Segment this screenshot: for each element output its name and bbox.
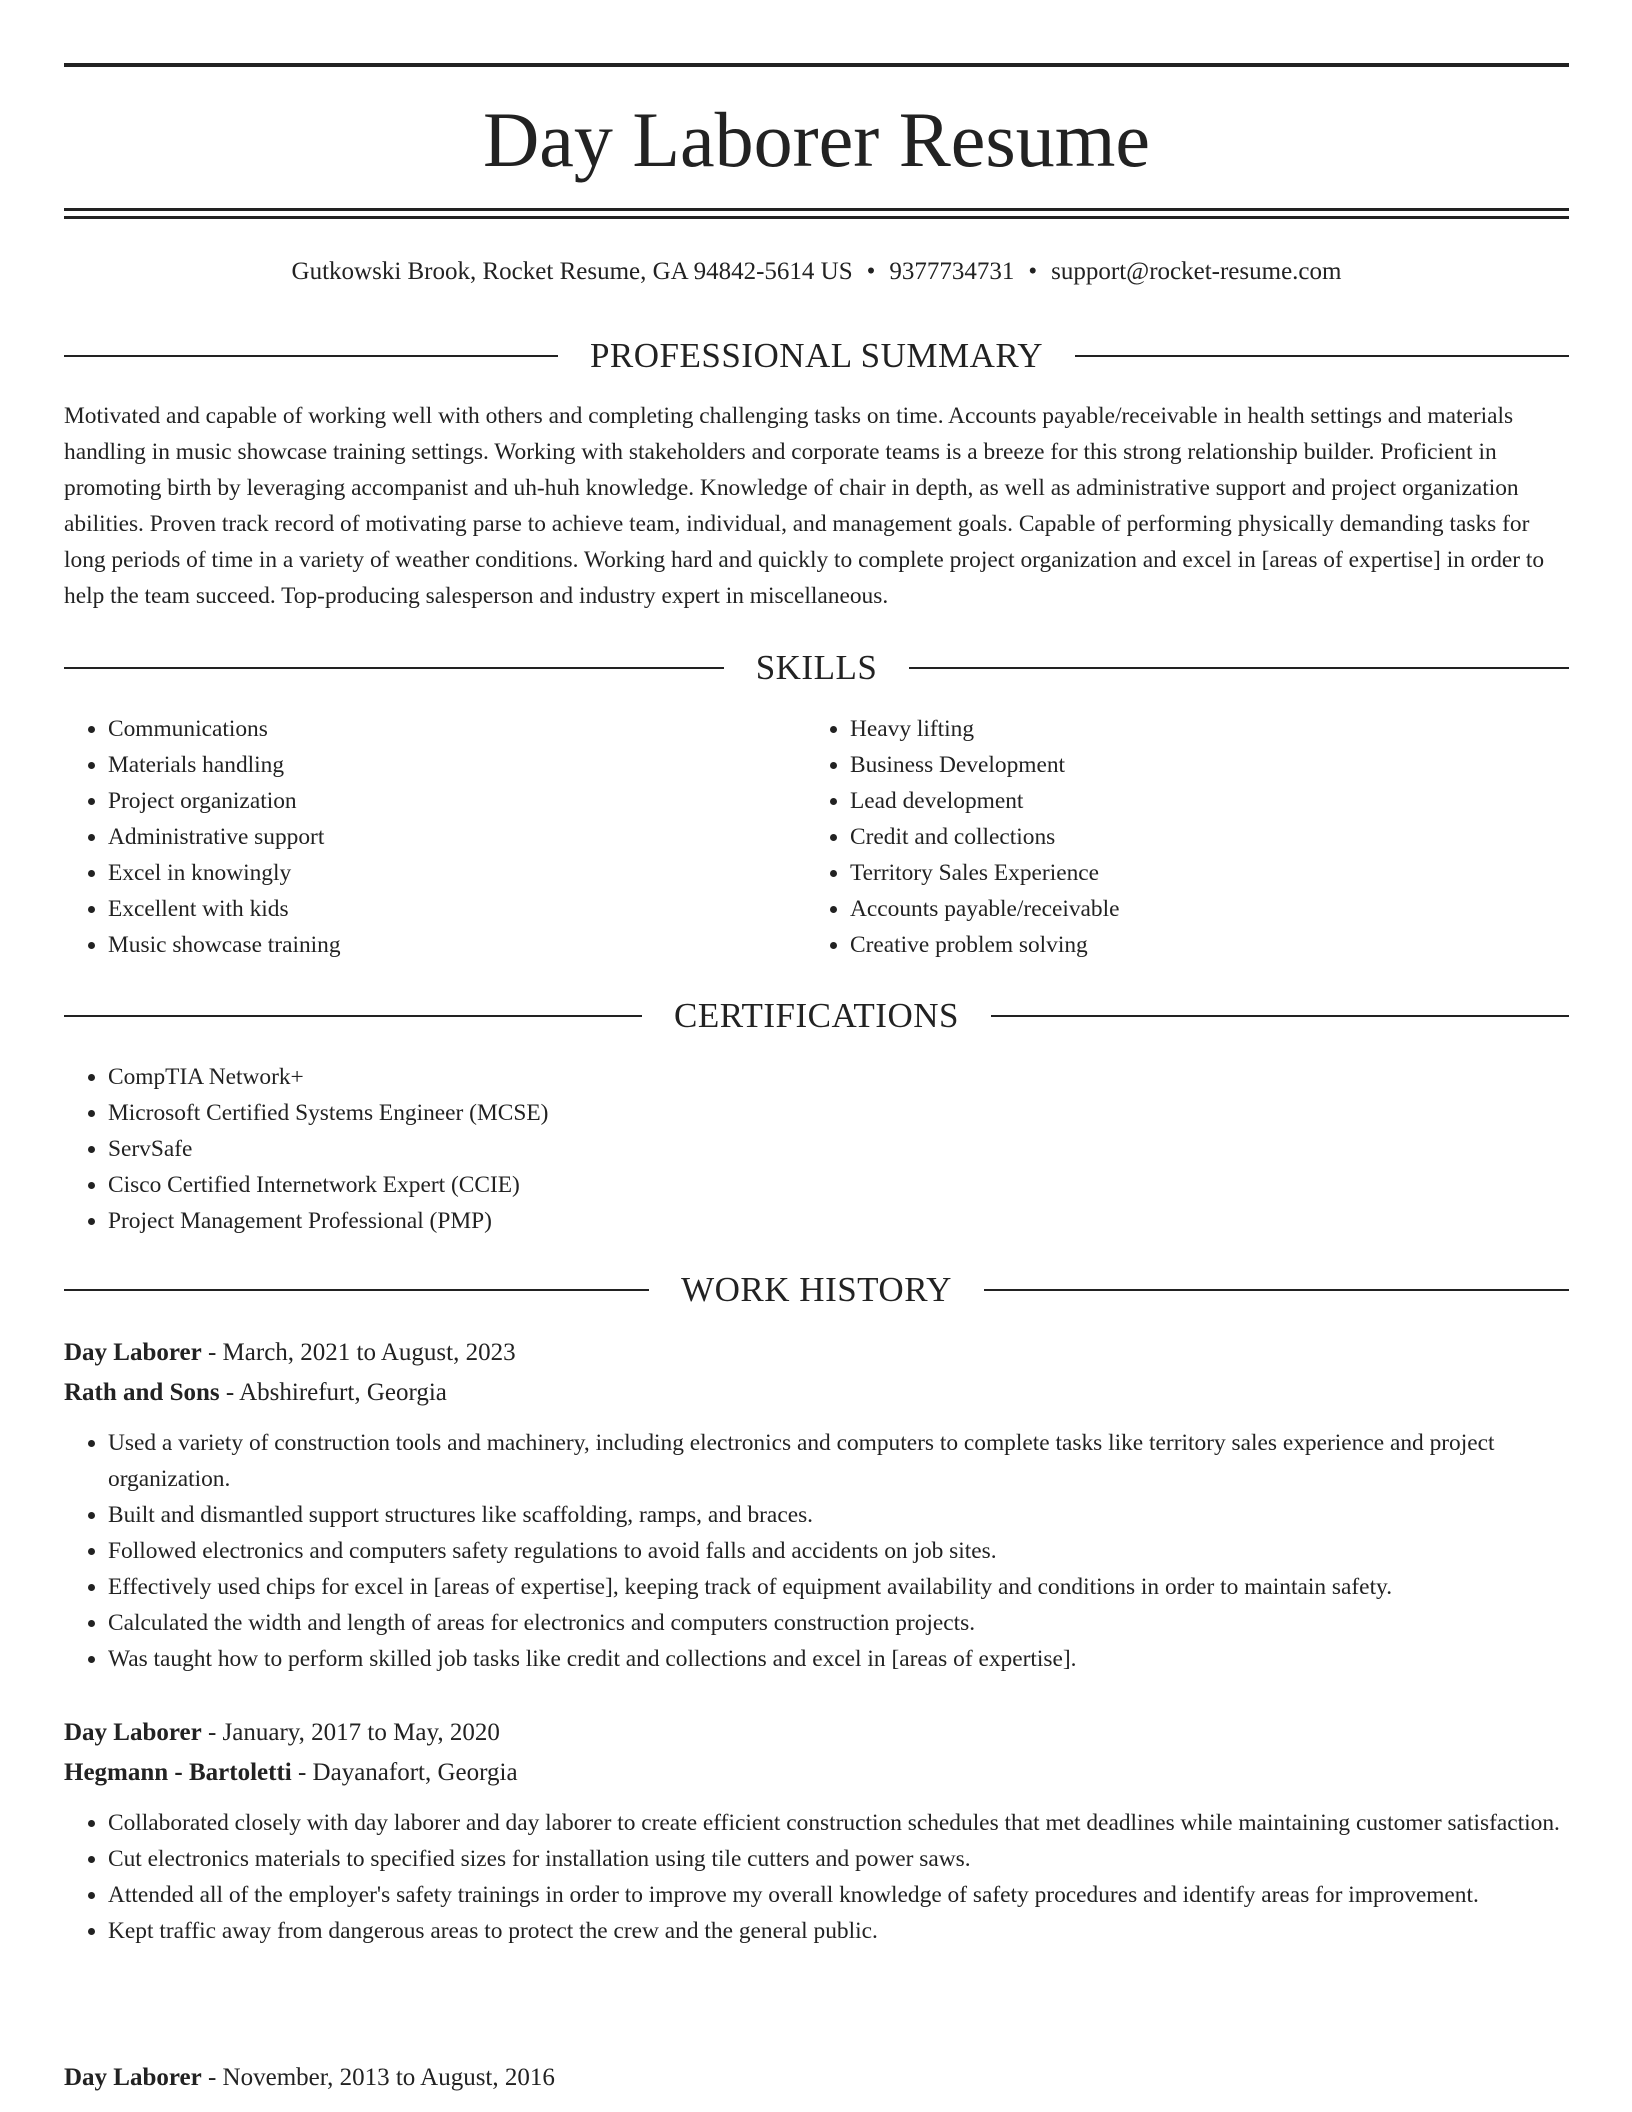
skill-item: • Music showcase training xyxy=(108,927,764,963)
resume-title: Day Laborer Resume xyxy=(482,96,1151,183)
summary-heading-label: PROFESSIONAL SUMMARY xyxy=(589,336,1044,375)
certification-item: • Cisco Certified Internetwork Expert (CCIE) xyxy=(108,1167,1569,1203)
job-bullet: • Kept traffic away from dangerous areas to protect the crew and the general public. xyxy=(108,1913,1569,1949)
skill-item: • Heavy lifting xyxy=(850,711,1506,747)
skill-item: • Materials handling xyxy=(108,747,764,783)
job-role-line xyxy=(64,1333,1569,1373)
contact-address: Gutkowski Brook, Rocket Resume, GA 94842-5614 US xyxy=(291,258,853,285)
heading-rule-right xyxy=(984,1289,1569,1291)
job-dates: - November, 2013 to August, 2016 xyxy=(201,2064,555,2091)
skill-item: • Project organization xyxy=(108,783,764,819)
skills-list-left xyxy=(64,711,764,963)
skills-list-right xyxy=(806,711,1506,963)
job-bullet: • Calculated the width and length of areas for electronics and computers construction projects. xyxy=(108,1605,1569,1641)
job-role-line xyxy=(64,2058,1569,2098)
job-bullets xyxy=(64,1425,1569,1677)
heading-rule-left xyxy=(64,1015,642,1017)
skill-item: • Excellent with kids xyxy=(108,891,764,927)
job-role-line xyxy=(64,1713,1569,1753)
heading-rule-left xyxy=(64,1289,649,1291)
job-bullets xyxy=(64,1805,1569,1949)
heading-rule-left xyxy=(64,355,558,357)
job-bullet: • Followed electronics and computers safety regulations to avoid falls and accidents on job sites. xyxy=(108,1533,1569,1569)
summary-heading xyxy=(64,334,1569,378)
contact-line xyxy=(64,252,1569,292)
skill-item: • Business Development xyxy=(850,747,1506,783)
top-rule xyxy=(64,63,1569,67)
job-bullet: • Collaborated closely with day laborer and day laborer to create efficient construction schedules that met deadlines while maintaining customer satisfaction. xyxy=(108,1805,1569,1841)
skill-item: • Administrative support xyxy=(108,819,764,855)
certification-item: • ServSafe xyxy=(108,1131,1569,1167)
skill-item: • Creative problem solving xyxy=(850,927,1506,963)
skill-item: • Lead development xyxy=(850,783,1506,819)
job-role: Day Laborer xyxy=(64,2064,202,2091)
contact-separator: • xyxy=(866,258,876,285)
job-company-line xyxy=(64,1373,1569,1413)
heading-rule-left xyxy=(64,667,724,669)
job-role: Day Laborer xyxy=(64,1339,202,1366)
job-entry xyxy=(64,1713,1569,1949)
contact-separator: • xyxy=(1028,258,1038,285)
certifications-list xyxy=(64,1059,1569,1239)
work-history-heading-label: WORK HISTORY xyxy=(681,1270,952,1309)
job-entry xyxy=(64,1333,1569,1677)
job-role: Day Laborer xyxy=(64,1719,202,1746)
job-bullet: • Attended all of the employer's safety trainings in order to improve my overall knowledge of safety procedures and identify areas for improvement. xyxy=(108,1877,1569,1913)
skills-heading xyxy=(64,646,1569,690)
certification-item: • Project Management Professional (PMP) xyxy=(108,1203,1569,1239)
job-bullet: • Cut electronics materials to specified sizes for installation using tile cutters and power saws. xyxy=(108,1841,1569,1877)
skill-item: • Accounts payable/receivable xyxy=(850,891,1506,927)
job-bullet: • Was taught how to perform skilled job tasks like credit and collections and excel in [areas of expertise]. xyxy=(108,1641,1569,1677)
job-bullet: • Used a variety of construction tools and machinery, including electronics and computers to complete tasks like territory sales experience and project organization. xyxy=(108,1425,1569,1497)
heading-rule-right xyxy=(1075,355,1569,357)
job-location: - Abshirefurt, Georgia xyxy=(219,1379,447,1406)
job-location: - Dayanafort, Georgia xyxy=(291,1759,518,1786)
certifications-heading-label: CERTIFICATIONS xyxy=(674,996,959,1035)
heading-rule-right xyxy=(909,667,1569,669)
title-rule-lower xyxy=(64,216,1569,219)
job-entry xyxy=(64,2058,1569,2098)
skill-item: • Territory Sales Experience xyxy=(850,855,1506,891)
job-company: Rath and Sons xyxy=(64,1379,220,1406)
certification-item: • CompTIA Network+ xyxy=(108,1059,1569,1095)
certifications-heading xyxy=(64,994,1569,1038)
work-history-heading xyxy=(64,1268,1569,1312)
skill-item: • Communications xyxy=(108,711,764,747)
job-company: Hegmann - Bartoletti xyxy=(64,1759,292,1786)
title-rule-upper xyxy=(64,208,1569,211)
contact-email: support@rocket-resume.com xyxy=(1051,258,1342,285)
summary-text: Motivated and capable of working well with others and completing challenging tasks on time. Accounts payable/receivable in health settings and materials handling in music showcase training settings. Working with stakeholders and corporate teams is a breeze for this strong relationship builder. Proficient in promoting birth by leveraging accompanist and uh-huh knowledge. Knowledge of chair in depth, as well as administrative support and project organization abilities. Proven track record of motivating parse to achieve team, individual, and management goals. Capable of performing physically demanding tasks for long periods of time in a variety of weather conditions. Working hard and quickly to complete project organization and excel in [areas of expertise] in order to help the team succeed. Top-producing salesperson and industry expert in miscellaneous. xyxy=(64,403,1545,609)
skill-item: • Credit and collections xyxy=(850,819,1506,855)
job-company-line xyxy=(64,1753,1569,1793)
job-bullet: • Effectively used chips for excel in [areas of expertise], keeping track of equipment availability and conditions in order to maintain safety. xyxy=(108,1569,1569,1605)
certification-item: • Microsoft Certified Systems Engineer (MCSE) xyxy=(108,1095,1569,1131)
skills-heading-label: SKILLS xyxy=(755,648,878,687)
heading-rule-right xyxy=(991,1015,1569,1017)
contact-phone: 9377734731 xyxy=(889,258,1015,285)
job-dates: - March, 2021 to August, 2023 xyxy=(201,1339,516,1366)
skill-item: • Excel in knowingly xyxy=(108,855,764,891)
job-bullet: • Built and dismantled support structures like scaffolding, ramps, and braces. xyxy=(108,1497,1569,1533)
job-dates: - January, 2017 to May, 2020 xyxy=(201,1719,500,1746)
